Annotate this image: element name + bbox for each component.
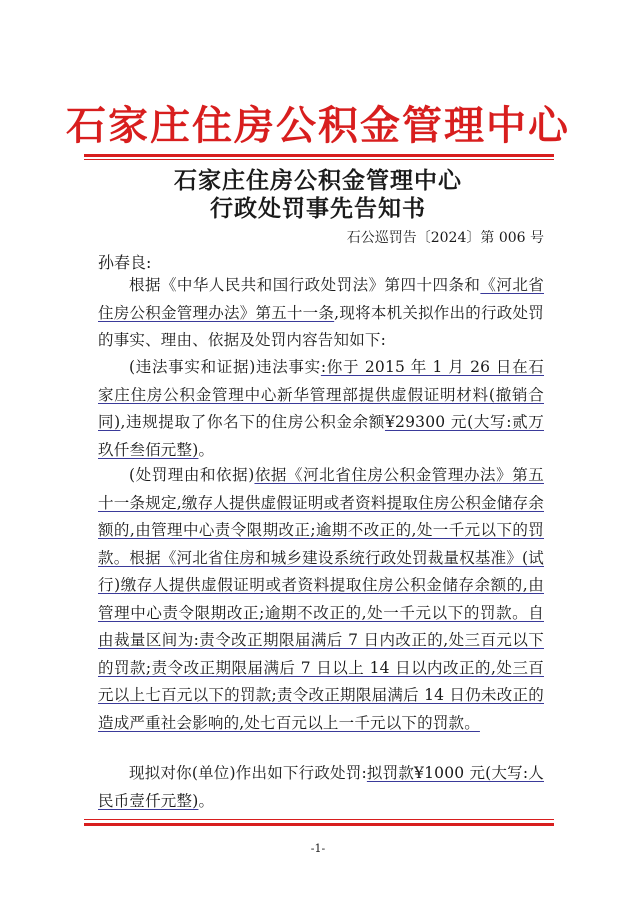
document-number: 石公巡罚告〔2024〕第 006 号 (346, 230, 544, 246)
paragraph-reasons (98, 462, 544, 737)
masthead-rule-thick (84, 154, 554, 157)
paragraph-facts (98, 354, 544, 464)
p2-text-a: 违法事实 (255, 358, 321, 376)
masthead-rule-thin (84, 159, 554, 160)
p4-text-c: 。 (198, 791, 215, 810)
p2-text-c: ,违规提取了你名下的住房公积金余额 (120, 413, 385, 431)
footer-rule-thin (84, 819, 554, 820)
masthead-title: 石家庄住房公积金管理中心 (66, 102, 570, 149)
p2-label: (违法事实和证据) (129, 358, 256, 376)
p1-text-c: ,现将本机关拟作出的行政处罚的事实、理由、依据及处罚内容告知如下: (98, 303, 544, 349)
addressee: 孙春良: (98, 253, 152, 272)
p2-facts-detail: :你于 2015 年 1 月 26 日在石家庄住房公积金管理中心新华管理部提供虚假证明材料(撤销合同) (98, 358, 544, 431)
p2-amount: ¥29300 元(大写:贰万玖仟叁佰元整) (98, 413, 544, 459)
p4-text-a: 现拟对你(单位)作出如下行政处罚: (129, 764, 367, 782)
document-title-line1: 石家庄住房公积金管理中心 (174, 167, 462, 194)
paragraph-legal-basis (98, 272, 544, 355)
paragraph-penalty (98, 760, 544, 815)
footer-rule-thick (84, 823, 554, 826)
p1-regulation-reference: 《河北省住房公积金管理办法》第五十一条 (98, 276, 544, 322)
p4-penalty-amount: 拟罚款¥1000 元(大写:人民币壹仟元整) (98, 764, 544, 810)
page-number: -1- (310, 842, 326, 855)
p1-text-a: 根据《中华人民共和国行政处罚法》第四十四条和 (129, 276, 481, 294)
p2-text-e: 。 (198, 440, 215, 459)
p3-label: (处罚理由和依据) (129, 466, 255, 484)
document-title-line2: 行政处罚事先告知书 (210, 195, 426, 222)
p3-reasons-detail: 依据《河北省住房公积金管理办法》第五十一条规定,缴存人提供虚假证明或者资料提取住房公积金储存余额的,由管理中心责令限期改正;逾期不改正的,处一千元以下的罚款。根据《河北省住房和城乡建设系统行政处罚裁量权基准》(试行)缴存人提供虚假证明或者资料提取住房公积金储存余额的,由管理中心责令限期改正;逾期不改正的,处一千元以下的罚款。自由裁量区间为:责令改正期限届满后 7 日内改正的,处三百元以下的罚款;责令改正期限届满后 7 日以上 14 日以内改正的,处三百元以上七百元以下的罚款;责令改正期限届满后 14 日仍未改正的造成严重社会影响的,处七百元以上一千元以下的罚款。 (98, 466, 544, 732)
